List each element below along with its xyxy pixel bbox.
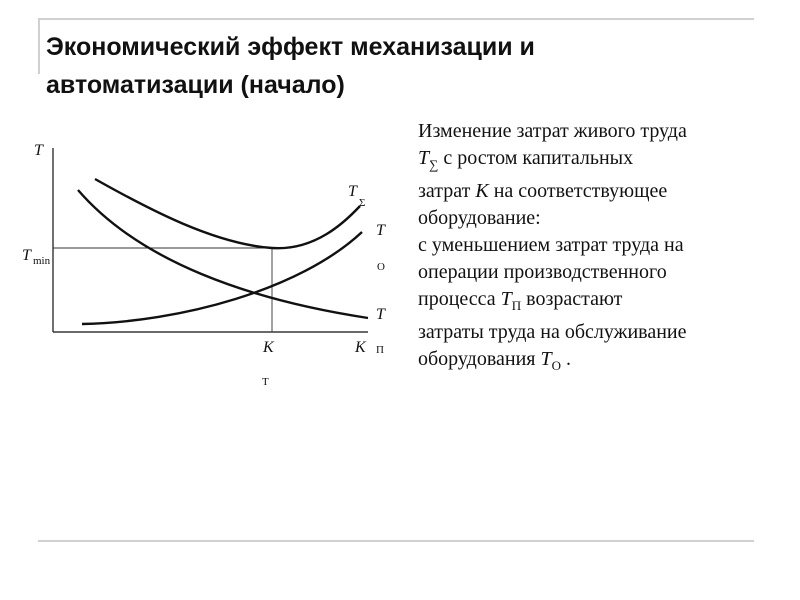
- process-curve-subscript: П: [376, 344, 384, 356]
- desc-sub: ∑: [429, 157, 439, 172]
- desc-sub: О: [551, 358, 562, 373]
- desc-line: с уменьшением затрат труда на: [418, 234, 684, 256]
- desc-line: операции производственного: [418, 261, 667, 283]
- desc-line: оборудования: [418, 348, 541, 370]
- title-line-2: автоматизации (начало): [46, 71, 345, 99]
- desc-line: оборудование:: [418, 207, 541, 229]
- desc-line: процесса: [418, 288, 501, 310]
- desc-var: K: [475, 180, 489, 202]
- k-opt-label: K: [263, 339, 274, 356]
- total-curve-label: T: [348, 183, 357, 200]
- desc-sub: П: [511, 298, 522, 313]
- desc-line: на соответствующее: [488, 180, 668, 202]
- desc-line: Изменение затрат живого труда: [418, 120, 687, 142]
- desc-var: T: [500, 288, 512, 310]
- t-min-subscript: min: [33, 255, 51, 267]
- desc-line: затрат: [418, 180, 476, 202]
- process-labor-curve: [78, 190, 368, 318]
- description-paragraph-1: [418, 118, 790, 232]
- title-line-1: Экономический эффект механизации и: [46, 33, 535, 61]
- maintenance-curve-subscript: О: [377, 261, 385, 273]
- desc-line: с ростом капитальных: [438, 147, 634, 169]
- process-curve-label: T: [376, 306, 385, 323]
- maintenance-curve-label: T: [376, 222, 385, 239]
- description: [418, 118, 790, 379]
- description-paragraph-2: [418, 232, 790, 379]
- desc-line: затраты труда на обслуживание: [418, 321, 687, 343]
- y-axis-label: T: [34, 142, 43, 159]
- desc-line: .: [561, 348, 572, 370]
- desc-line: возрастают: [521, 288, 623, 310]
- x-axis-label: K: [355, 339, 366, 356]
- k-opt-subscript: T: [262, 376, 269, 388]
- bottom-divider: [38, 540, 754, 542]
- t-min-label: T: [22, 247, 31, 264]
- desc-var: T: [540, 348, 552, 370]
- desc-var: T: [418, 147, 430, 169]
- total-curve-subscript: Σ: [359, 197, 366, 209]
